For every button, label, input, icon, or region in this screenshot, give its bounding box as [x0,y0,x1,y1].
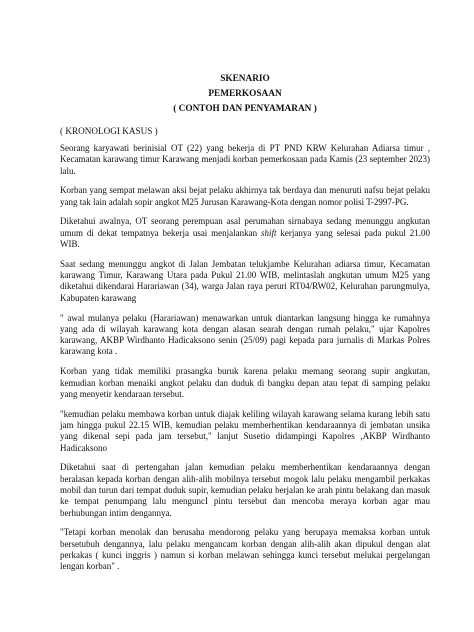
title-line-3: ( CONTOH DAN PENYAMARAN ) [173,104,317,114]
section-heading: ( KRONOLOGI KASUS ) [60,126,158,136]
document-body [60,143,430,573]
paragraph-text: Diketahui awalnya, OT seorang perempuan asal perumahan sirnabaya sedang menunggu angkutan umum di dekat tempatnya bekerja usai menjalankan [60,216,430,238]
paragraph: Korban yang tidak memiliki prasangka buruk karena pelaku memang seorang supir angkutan, kemudian korban menaiki angkot pelaku dan duduk di bangku depan atau tepat di samping pelaku yang menyetir kendaraan tersebut. [60,366,430,399]
paragraph: " awal mulanya pelaku (Harariawan) menawarkan untuk diantarkan langsung hingga ke rumahnya yang ada di wilayah karawang kota dengan alasan searah dengan rumah pelaku," ujar Kapolres karawang, AKBP Wirdhanto Hadicaksono senin (25/09) pagi kepada para jurnalis di Markas Polres karawang kota . [60,312,430,357]
paragraph: Korban yang sempat melawan aksi bejat pelaku akhirnya tak berdaya dan menuruti nafsu bejat pelaku yang tak lain adalah sopir angkot M25 Jurusan Karawang-Kota dengan nomor polisi T-2997-PG. [60,185,430,207]
paragraph: Seorang karyawati berinisial OT (22) yang bekerja di PT PND KRW Kelurahan Adiarsa timur , Kecamatan karawang timur Karawang menjadi korban pemerkosaan pada Kamis (23 september 2023) lalu. [60,143,430,176]
paragraph: "kemudian pelaku membawa korban untuk diajak keliling wilayah karawang selama kurang lebih satu jam hingga pukul 22.15 WIB, kemudian pelaku memberhentikan kendaraannya di jembatan unsika yang dikenal sepi pada jam tersebut," lanjut Susetio didampingi Kapolres ,AKBP Wirdhanto Hadicaksono [60,408,430,453]
paragraph-text: kerjanya yang selesai pada pukul 21.00 WIB. [60,227,430,250]
title-line-2: PEMERKOSAAN [208,89,282,99]
title-line-1: SKENARIO [220,74,270,84]
paragraph: Diketahui saat di pertengahan jalan kemudian pelaku memberhentikan kendaraannya dengan beralasan kepada korban dengan alih-alih mobilnya tersebut mogok lalu pelaku mengambil perkakas mobil dan turun dari tempat duduk supir, kemudian pelaku berjalan ke arah pintu belakang dan masuk ke tempat penumpang lalu menguncI pintu tersebut dan mencoba meraya korban agar mau berhubungan intim dengannya. [60,462,430,518]
paragraph-italic-text: shift [261,227,277,238]
paragraph: Saat sedang menunggu angkot di Jalan Jembatan telukjambe Kelurahan adiarsa timur, Kecamatan karawang Timur, Karawang Utara pada Pukul 21.00 WIB, melintaslah angkutan umum M25 yang diketahui dikendarai Harariawan (34), warga Jalan raya peruri RT04/RW02, Kelurahan parungmulya, Kabupaten karawang [60,258,430,303]
paragraph: "Tetapi korban menolak dan berusaha mendorong pelaku yang berupaya memaksa korban untuk bersetubuh dengannya, lalu pelaku mengancam korban dengan alih-alih akan dipukul dengan alat perkakas ( kunci inggris ) namun si korban melawan sehingga kunci tersebut melukai pergelangan lengan korban" . [60,527,430,572]
paragraph [60,216,430,250]
document-title-block [60,72,430,117]
